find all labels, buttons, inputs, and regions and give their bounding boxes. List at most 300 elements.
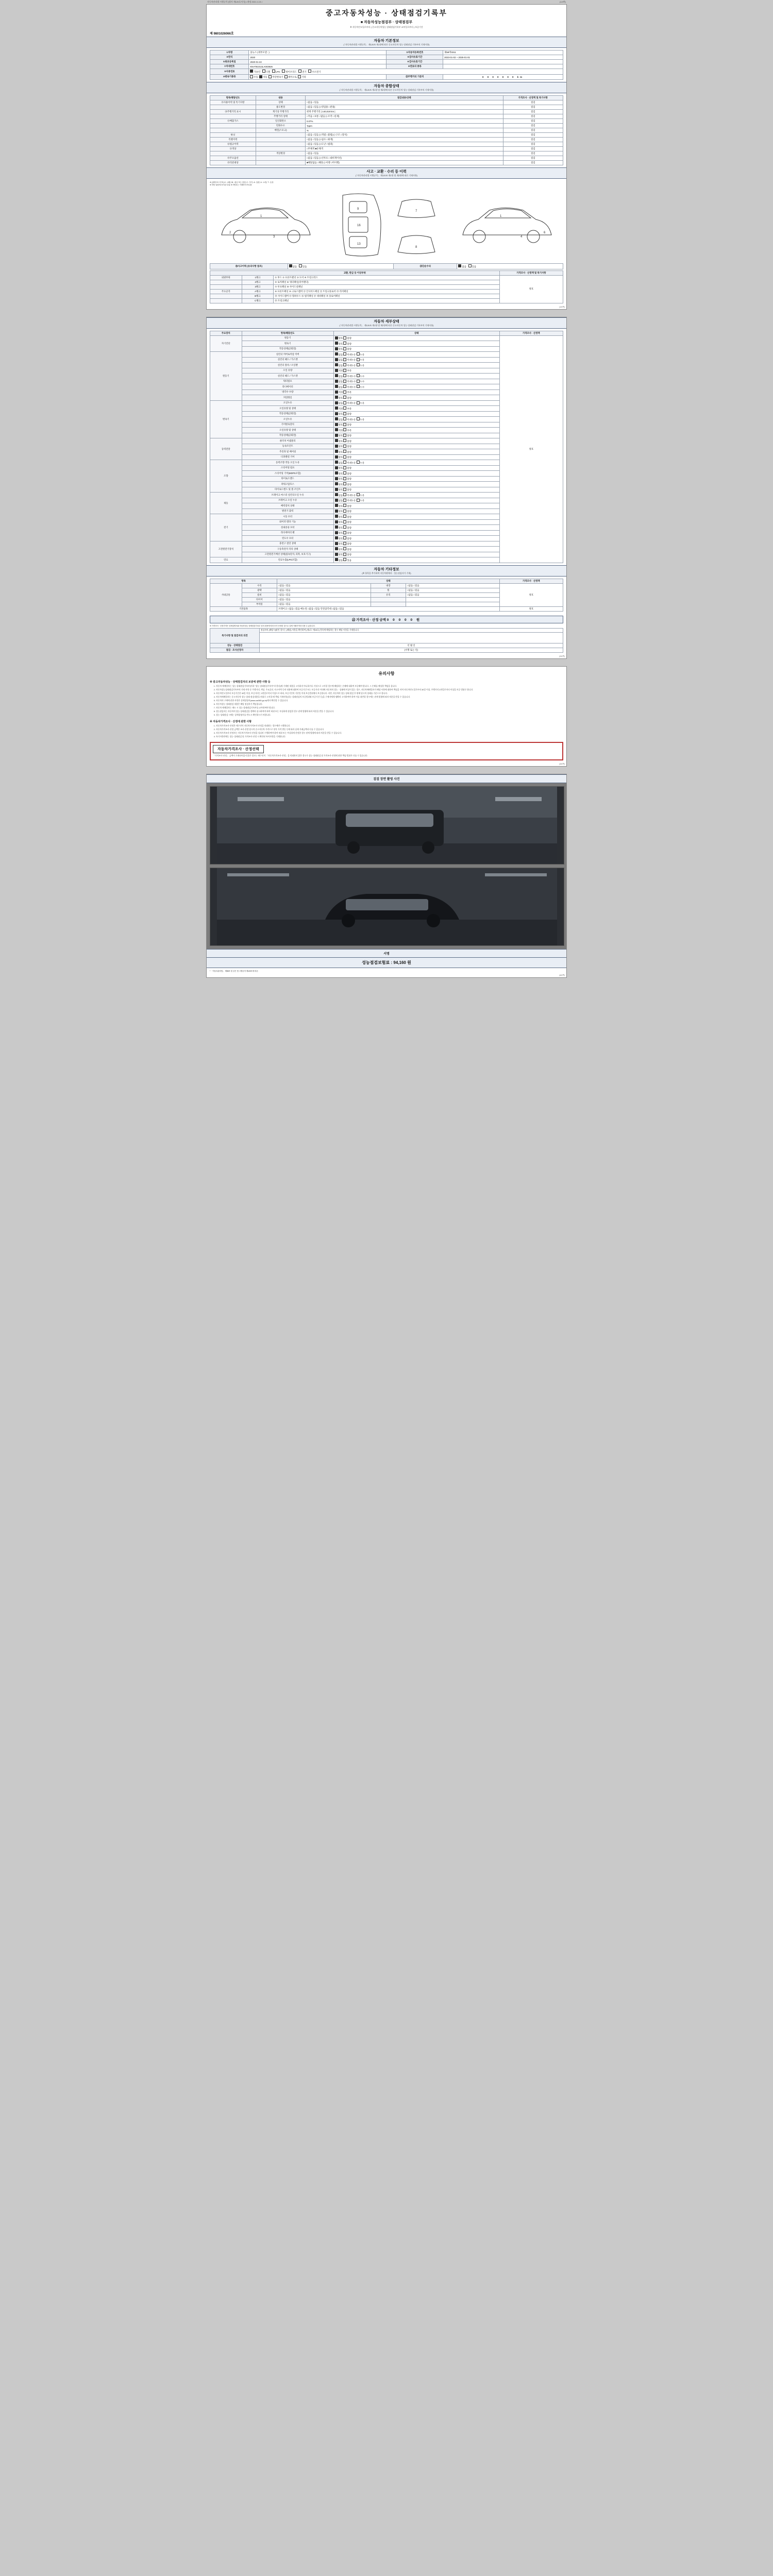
detail-state[interactable] [333, 514, 499, 520]
detail-state[interactable] [333, 476, 499, 482]
etc-state-2[interactable] [406, 602, 500, 606]
detail-state[interactable] [333, 503, 499, 509]
checkbox-icon[interactable] [357, 374, 360, 377]
checkbox-icon[interactable] [343, 380, 346, 383]
simple-option[interactable] [458, 265, 466, 268]
state-option[interactable] [343, 397, 351, 399]
checkbox-icon[interactable] [343, 455, 346, 459]
etc-state[interactable]: □없음 □있음 [277, 602, 371, 606]
inspection-photo-1[interactable] [210, 786, 564, 865]
checkbox-icon[interactable] [343, 374, 346, 377]
detail-state[interactable] [333, 346, 499, 352]
state-option[interactable] [335, 348, 343, 350]
checkbox-icon[interactable] [268, 75, 272, 78]
parts-items[interactable]: ① 후드 ② 프론트펜더 ③ 도어 ④ 트렁크리드 [274, 275, 499, 280]
checkbox-icon[interactable] [335, 396, 338, 399]
checkbox-icon[interactable] [343, 385, 346, 388]
checkbox-icon[interactable] [343, 439, 346, 442]
checkbox-icon[interactable] [298, 70, 301, 73]
etc-state[interactable]: □없음 □있음 [277, 588, 371, 592]
checkbox-icon[interactable] [343, 542, 346, 545]
checkbox-icon[interactable] [335, 455, 338, 459]
checkbox-icon[interactable] [343, 342, 346, 345]
state-option[interactable] [343, 429, 351, 432]
checkbox-icon[interactable] [343, 461, 346, 464]
state-option[interactable] [343, 353, 356, 356]
etc-state[interactable]: □없음 □있음 [277, 597, 371, 602]
checkbox-icon[interactable] [335, 358, 338, 361]
state-option[interactable] [343, 499, 356, 502]
state-option[interactable] [335, 375, 343, 378]
state-option[interactable] [343, 348, 351, 350]
checkbox-icon[interactable] [335, 531, 338, 534]
checkbox-icon[interactable] [343, 493, 346, 496]
state-option[interactable] [335, 423, 343, 426]
state-option[interactable] [343, 375, 356, 378]
state-option[interactable] [335, 543, 343, 545]
state-option[interactable] [343, 462, 356, 464]
state-option[interactable] [343, 369, 351, 372]
state-option[interactable] [357, 375, 364, 378]
checkbox-icon[interactable] [343, 434, 346, 437]
detail-state[interactable] [333, 519, 499, 525]
state-option[interactable] [335, 337, 343, 340]
state-option[interactable] [335, 451, 343, 453]
checkbox-icon[interactable] [357, 363, 360, 366]
checkbox-icon[interactable] [458, 264, 461, 267]
state-option[interactable] [343, 472, 351, 475]
checkbox-icon[interactable] [343, 450, 346, 453]
checkbox-icon[interactable] [343, 531, 346, 534]
state-option[interactable] [335, 537, 343, 540]
transmission-option[interactable] [250, 76, 258, 78]
checkbox-icon[interactable] [343, 396, 346, 399]
state-option[interactable] [335, 505, 343, 507]
state-option[interactable] [335, 408, 343, 410]
checkbox-icon[interactable] [343, 406, 346, 410]
checkbox-icon[interactable] [343, 504, 346, 507]
etc-state[interactable]: □없음 □있음 [277, 592, 371, 597]
detail-state[interactable] [333, 438, 499, 444]
checkbox-icon[interactable] [335, 391, 338, 394]
checkbox-icon[interactable] [335, 380, 338, 383]
checkbox-icon[interactable] [335, 342, 338, 345]
state-option[interactable] [335, 402, 343, 404]
parts-items[interactable]: ⑤ 로커패널 ⑥ 쿼터패널(리어펜더) [274, 280, 499, 284]
fuel-option[interactable] [250, 71, 260, 73]
checkbox-icon[interactable] [335, 553, 338, 556]
detail-state[interactable] [333, 471, 499, 477]
state-option[interactable] [335, 380, 343, 383]
state-option[interactable] [335, 488, 343, 491]
checkbox-icon[interactable] [335, 385, 338, 388]
state-option[interactable] [343, 451, 351, 453]
checkbox-icon[interactable] [343, 466, 346, 469]
checkbox-icon[interactable] [298, 75, 301, 78]
state-option[interactable] [335, 343, 343, 345]
state-option[interactable] [335, 429, 343, 432]
detail-state[interactable] [333, 422, 499, 428]
checkbox-icon[interactable] [335, 412, 338, 415]
checkbox-icon[interactable] [343, 401, 346, 404]
fuel-option[interactable] [272, 71, 280, 73]
checkbox-icon[interactable] [335, 547, 338, 550]
checkbox-icon[interactable] [343, 488, 346, 491]
checkbox-icon[interactable] [335, 369, 338, 372]
detail-state[interactable] [333, 395, 499, 401]
transmission-option[interactable] [268, 76, 283, 78]
checkbox-icon[interactable] [289, 264, 292, 267]
checkbox-icon[interactable] [335, 423, 338, 426]
cell-state[interactable]: □적음 □보통 □많음 (□조작 □실제) [305, 114, 503, 119]
state-option[interactable] [343, 418, 356, 421]
detail-state[interactable] [333, 379, 499, 384]
state-option[interactable] [335, 369, 343, 372]
detail-state[interactable] [333, 374, 499, 379]
detail-state[interactable] [333, 530, 499, 536]
cell-state[interactable]: □없음 □있음 (□침수 □화재) [305, 138, 503, 142]
state-option[interactable] [357, 494, 364, 497]
detail-state[interactable] [333, 384, 499, 390]
state-option[interactable] [335, 467, 343, 469]
state-option[interactable] [357, 462, 364, 464]
cell-state[interactable]: □없음 □있음 (□영업용 □관용) [305, 105, 503, 110]
state-option[interactable] [343, 483, 351, 486]
checkbox-icon[interactable] [335, 510, 338, 513]
state-option[interactable] [335, 456, 343, 459]
checkbox-icon[interactable] [343, 417, 346, 420]
checkbox-icon[interactable] [343, 510, 346, 513]
checkbox-icon[interactable] [343, 363, 346, 366]
detail-state[interactable] [333, 525, 499, 531]
checkbox-icon[interactable] [343, 477, 346, 480]
checkbox-icon[interactable] [357, 385, 360, 388]
detail-state[interactable] [333, 552, 499, 557]
checkbox-icon[interactable] [250, 70, 253, 73]
checkbox-icon[interactable] [335, 406, 338, 410]
detail-state[interactable] [333, 454, 499, 460]
checkbox-icon[interactable] [343, 358, 346, 361]
checkbox-icon[interactable] [335, 363, 338, 366]
checkbox-icon[interactable] [343, 536, 346, 539]
state-option[interactable] [343, 434, 351, 437]
cell-state[interactable]: □없음 □있음 (□선루프 □내비게이션) [305, 156, 503, 161]
detail-state[interactable] [333, 417, 499, 422]
cell-state[interactable]: 0.07% [305, 119, 503, 124]
detail-state[interactable] [333, 400, 499, 406]
detail-state[interactable] [333, 428, 499, 433]
checkbox-icon[interactable] [335, 352, 338, 355]
checkbox-icon[interactable] [343, 499, 346, 502]
state-option[interactable] [335, 494, 343, 497]
state-option[interactable] [335, 527, 343, 529]
detail-state[interactable] [333, 509, 499, 514]
state-option[interactable] [343, 488, 351, 491]
remarks-blank[interactable] [259, 632, 563, 643]
fuel-checkbox-group[interactable] [249, 69, 563, 75]
state-option[interactable] [357, 386, 364, 388]
state-option[interactable] [357, 353, 364, 356]
checkbox-icon[interactable] [335, 461, 338, 464]
state-option[interactable] [343, 543, 351, 545]
detail-state[interactable] [333, 341, 499, 347]
parts-items[interactable]: ⑦ 루프패널 ⑧ 사이드실패널 [274, 284, 499, 289]
state-option[interactable] [357, 499, 364, 502]
fuel-option[interactable] [282, 71, 296, 73]
checkbox-icon[interactable] [357, 493, 360, 496]
state-option[interactable] [335, 553, 343, 556]
checkbox-icon[interactable] [357, 352, 360, 355]
detail-state[interactable] [333, 444, 499, 449]
detail-state[interactable] [333, 482, 499, 487]
detail-state[interactable] [333, 460, 499, 466]
state-option[interactable] [343, 440, 351, 443]
cell-state[interactable]: □없음 □있음 [305, 100, 503, 105]
detail-state[interactable] [333, 493, 499, 498]
cell-state[interactable]: □없음 □있음 (□적법 □불법) (□구조 □장치) [305, 133, 503, 138]
checkbox-icon[interactable] [335, 542, 338, 545]
state-option[interactable] [343, 527, 351, 529]
car-damage-diagram[interactable] [210, 186, 563, 263]
simple-options[interactable] [457, 264, 563, 269]
checkbox-icon[interactable] [262, 70, 265, 73]
crash-option[interactable] [289, 265, 297, 268]
etc-state-2[interactable] [406, 597, 500, 602]
state-option[interactable] [335, 359, 343, 361]
state-option[interactable] [343, 408, 351, 410]
fuel-option[interactable] [308, 71, 321, 73]
crash-option[interactable] [299, 265, 307, 268]
detail-state[interactable] [333, 357, 499, 363]
checkbox-icon[interactable] [335, 515, 338, 518]
state-option[interactable] [357, 364, 364, 367]
checkbox-icon[interactable] [343, 428, 346, 431]
state-option[interactable] [343, 359, 356, 361]
checkbox-icon[interactable] [335, 347, 338, 350]
cell-state[interactable]: ■해당없음 □해당 (□이행 □미이행) [305, 161, 503, 165]
checkbox-icon[interactable] [308, 70, 311, 73]
checkbox-icon[interactable] [357, 358, 360, 361]
state-option[interactable] [335, 559, 343, 562]
detail-state[interactable] [333, 536, 499, 541]
checkbox-icon[interactable] [343, 520, 346, 523]
cell-state[interactable]: □없음 □있음 (□도난 □범죄) [305, 142, 503, 147]
state-option[interactable] [343, 505, 351, 507]
car-diagram-svg[interactable] [210, 186, 563, 263]
checkbox-icon[interactable] [357, 417, 360, 420]
checkbox-icon[interactable] [343, 526, 346, 529]
state-option[interactable] [357, 380, 364, 383]
checkbox-icon[interactable] [343, 471, 346, 474]
state-option[interactable] [343, 516, 351, 518]
checkbox-icon[interactable] [272, 70, 275, 73]
checkbox-icon[interactable] [343, 391, 346, 394]
state-option[interactable] [343, 478, 351, 480]
detail-state[interactable] [333, 487, 499, 493]
state-option[interactable] [335, 413, 343, 415]
parts-items[interactable]: ⑨ 프론트패널 ⑩ 크로스멤버 ⑪ 인사이드패널 ⑫ 트렁크플로어 ⑬ 리어패널 [274, 289, 499, 294]
state-option[interactable] [343, 456, 351, 459]
state-option[interactable] [335, 462, 343, 464]
checkbox-icon[interactable] [299, 264, 302, 267]
checkbox-icon[interactable] [343, 558, 346, 561]
crash-options[interactable] [288, 264, 394, 269]
checkbox-icon[interactable] [357, 461, 360, 464]
checkbox-icon[interactable] [284, 75, 288, 78]
detail-state[interactable] [333, 363, 499, 368]
state-option[interactable] [343, 467, 351, 469]
detail-state[interactable] [333, 411, 499, 417]
state-option[interactable] [343, 445, 351, 448]
checkbox-icon[interactable] [335, 477, 338, 480]
checkbox-icon[interactable] [343, 482, 346, 485]
state-option[interactable] [343, 380, 356, 383]
checkbox-icon[interactable] [357, 401, 360, 404]
checkbox-icon[interactable] [335, 482, 338, 485]
checkbox-icon[interactable] [357, 499, 360, 502]
checkbox-icon[interactable] [343, 336, 346, 340]
checkbox-icon[interactable] [343, 412, 346, 415]
transmission-checkbox-group[interactable] [249, 74, 386, 80]
state-option[interactable] [343, 386, 356, 388]
state-option[interactable] [343, 343, 351, 345]
cell-state[interactable]: □무채색 ■유채색 [305, 147, 503, 151]
state-option[interactable] [343, 364, 356, 367]
etc-state-2[interactable]: □없음 □있음 [406, 592, 500, 597]
transmission-option[interactable] [284, 76, 297, 78]
state-option[interactable] [357, 359, 364, 361]
state-option[interactable] [343, 553, 351, 556]
checkbox-icon[interactable] [335, 439, 338, 442]
state-option[interactable] [335, 364, 343, 367]
transmission-option[interactable] [298, 76, 306, 78]
checkbox-icon[interactable] [343, 352, 346, 355]
cell-state[interactable]: 현재 주행거리 | 140,019 km | [305, 110, 503, 114]
detail-state[interactable] [333, 368, 499, 374]
etc-state-2[interactable]: □없음 □있음 [406, 588, 500, 592]
checkbox-icon[interactable] [335, 401, 338, 404]
checkbox-icon[interactable] [335, 471, 338, 474]
checkbox-icon[interactable] [357, 380, 360, 383]
etc-state-2[interactable]: □없음 □있음 [406, 583, 500, 588]
checkbox-icon[interactable] [335, 536, 338, 539]
checkbox-icon[interactable] [335, 558, 338, 561]
checkbox-icon[interactable] [250, 75, 253, 78]
checkbox-icon[interactable] [335, 374, 338, 377]
checkbox-icon[interactable] [335, 336, 338, 340]
checkbox-icon[interactable] [468, 264, 472, 267]
state-option[interactable] [343, 494, 356, 497]
detail-state[interactable] [333, 547, 499, 552]
state-option[interactable] [335, 521, 343, 523]
state-option[interactable] [343, 548, 351, 551]
state-option[interactable] [343, 537, 351, 540]
detail-state[interactable] [333, 498, 499, 503]
state-option[interactable] [343, 510, 351, 513]
checkbox-icon[interactable] [335, 417, 338, 420]
state-option[interactable] [335, 434, 343, 437]
checkbox-icon[interactable] [335, 499, 338, 502]
state-option[interactable] [343, 532, 351, 534]
checkbox-icon[interactable] [335, 445, 338, 448]
state-option[interactable] [335, 391, 343, 394]
checkbox-icon[interactable] [343, 423, 346, 426]
detail-state[interactable] [333, 465, 499, 471]
state-option[interactable] [343, 423, 351, 426]
detail-state[interactable] [333, 449, 499, 455]
detail-state[interactable] [333, 433, 499, 438]
state-option[interactable] [335, 353, 343, 356]
checkbox-icon[interactable] [335, 526, 338, 529]
cell-state[interactable]: □없음 □있음 [305, 151, 503, 156]
checkbox-icon[interactable] [343, 515, 346, 518]
checkbox-icon[interactable] [282, 70, 285, 73]
state-option[interactable] [343, 337, 351, 340]
state-option[interactable] [343, 521, 351, 523]
state-option[interactable] [335, 445, 343, 448]
state-option[interactable] [335, 478, 343, 480]
state-option[interactable] [357, 418, 364, 421]
state-option[interactable] [343, 402, 356, 404]
detail-state[interactable] [333, 335, 499, 341]
detail-state[interactable] [333, 406, 499, 412]
state-option[interactable] [335, 386, 343, 388]
checkbox-icon[interactable] [343, 369, 346, 372]
transmission-option[interactable] [259, 76, 267, 78]
state-option[interactable] [335, 472, 343, 475]
fuel-option[interactable] [298, 71, 306, 73]
checkbox-icon[interactable] [343, 547, 346, 550]
checkbox-icon[interactable] [343, 445, 346, 448]
fuel-option[interactable] [262, 71, 270, 73]
checkbox-icon[interactable] [335, 488, 338, 491]
checkbox-icon[interactable] [335, 434, 338, 437]
checkbox-icon[interactable] [335, 428, 338, 431]
etc-state[interactable]: □없음 □있음 [277, 583, 371, 588]
detail-state[interactable] [333, 557, 499, 563]
state-option[interactable] [335, 532, 343, 534]
state-option[interactable] [335, 397, 343, 399]
state-option[interactable] [357, 402, 364, 404]
state-option[interactable] [335, 499, 343, 502]
checkbox-icon[interactable] [343, 347, 346, 350]
inspection-photo-2[interactable] [210, 868, 564, 946]
state-option[interactable] [343, 391, 351, 394]
state-option[interactable] [343, 559, 351, 562]
cell-state[interactable]: 7ppm [305, 124, 503, 128]
checkbox-icon[interactable] [335, 466, 338, 469]
state-option[interactable] [335, 548, 343, 551]
checkbox-icon[interactable] [343, 553, 346, 556]
state-option[interactable] [335, 418, 343, 421]
state-option[interactable] [335, 516, 343, 518]
detail-state[interactable] [333, 389, 499, 395]
parts-items[interactable]: ⑲ 트렁크패널 [274, 298, 499, 303]
checkbox-icon[interactable] [259, 75, 262, 78]
state-option[interactable] [335, 483, 343, 486]
checkbox-icon[interactable] [335, 450, 338, 453]
simple-option[interactable] [468, 265, 476, 268]
checkbox-icon[interactable] [335, 520, 338, 523]
state-option[interactable] [335, 510, 343, 513]
cell-state[interactable]: % [305, 128, 503, 133]
checkbox-icon[interactable] [335, 504, 338, 507]
checkbox-icon[interactable] [335, 493, 338, 496]
state-option[interactable] [343, 413, 351, 415]
parts-items[interactable]: ⑭ 사이드멤버 ⑮ 휠하우스 ⑯ 필러패널 ⑰ 대쉬패널 ⑱ 플로어패널 [274, 294, 499, 298]
detail-state[interactable] [333, 541, 499, 547]
detail-state[interactable] [333, 352, 499, 358]
